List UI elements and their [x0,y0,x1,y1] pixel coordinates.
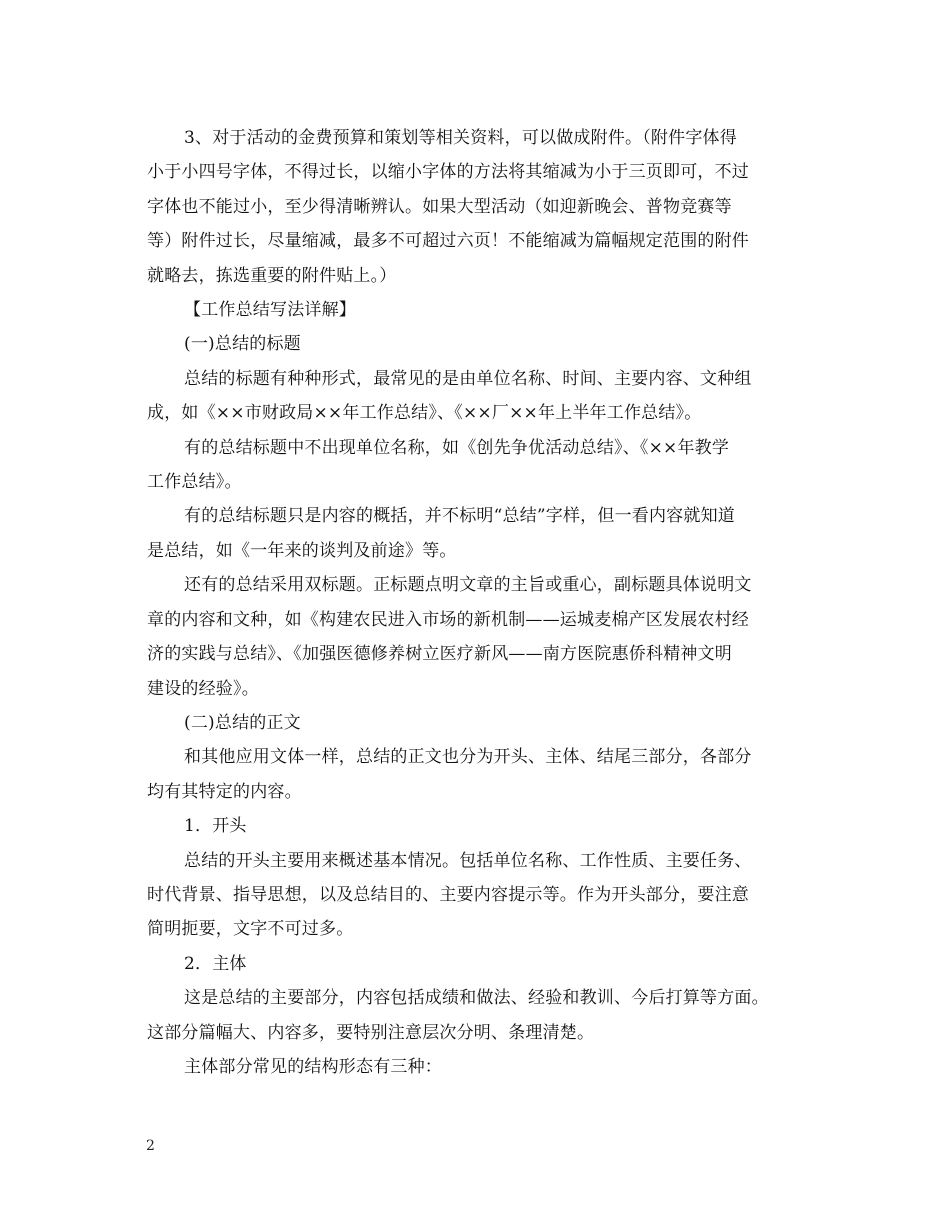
paragraph-title-content-summary [147,499,807,568]
paragraph-attachment-note [147,121,807,293]
paragraph-text: 总结的标题有种种形式，最常见的是由单位名称、时间、主要内容、文种组 成，如《××市财政局××年工作总结》、《××厂××年上半年工作总结》。 [147,368,752,424]
paragraph-text: 还有的总结采用双标题。正标题点明文章的主旨或重心，副标题具体说明文 章的内容和文种，如《构建农民进入市场的新机制——运城麦棉产区发展农村经 济的实践与总结》、《加强医德修养树立医疗新风——南方医院惠侨科精神文明 建设的经验》。 [147,575,752,699]
paragraph-text: 总结的开头主要用来概述基本情况。包括单位名称、工作性质、主要任务、 时代背景、指导思想，以及总结目的、主要内容提示等。作为开头部分，要注意 简明扼要，文字不可过多。 [147,850,752,940]
subheading-opening: 1．开头 [184,816,247,837]
section-heading-summary-writing: 【工作总结写法详解】 [184,300,356,321]
paragraph-text: 和其他应用文体一样，总结的正文也分为开头、主体、结尾三部分，各部分 均有其特定的内容。 [147,747,752,802]
document-body [147,121,807,1084]
subheading-summary-title: (一)总结的标题 [184,334,301,355]
page-number: 2 [146,1138,155,1154]
paragraph-title-without-unit [147,431,807,500]
paragraph-text: 3、对于活动的金费预算和策划等相关资料，可以做成附件。（附件字体得 小于小四号字体，不得过长，以缩小字体的方法将其缩减为小于三页即可，不过 字体也不能过小，至少得清晰辨认。如果大型活动（如迎新晚会、普物竞赛等 等）附件过长，尽量缩减，最多不可超过六页！不能缩减为篇幅规定范围的附件 就略去，拣选重要的附件贴上。） [147,128,749,286]
paragraph-text: 有的总结标题只是内容的概括，并不标明“总结”字样，但一看内容就知道 是总结，如《一年来的谈判及前途》等。 [147,506,735,561]
paragraph-text: 有的总结标题中不出现单位名称，如《创先争优活动总结》、《××年教学 工作总结》。 [147,437,730,493]
paragraph-text: 这是总结的主要部分，内容包括成绩和做法、经验和教训、今后打算等方面。 这部分篇幅大、内容多，要特别注意层次分明、条理清楚。 [147,988,769,1043]
paragraph-body-structure [147,740,807,809]
subheading-summary-body: (二)总结的正文 [184,712,301,733]
paragraph-opening-description [147,844,807,947]
paragraph-structure-types: 主体部分常见的结构形态有三种： [184,1056,442,1077]
paragraph-title-forms [147,362,807,431]
paragraph-double-title [147,568,807,706]
paragraph-main-body-description [147,981,807,1050]
subheading-main-body: 2．主体 [184,953,247,974]
